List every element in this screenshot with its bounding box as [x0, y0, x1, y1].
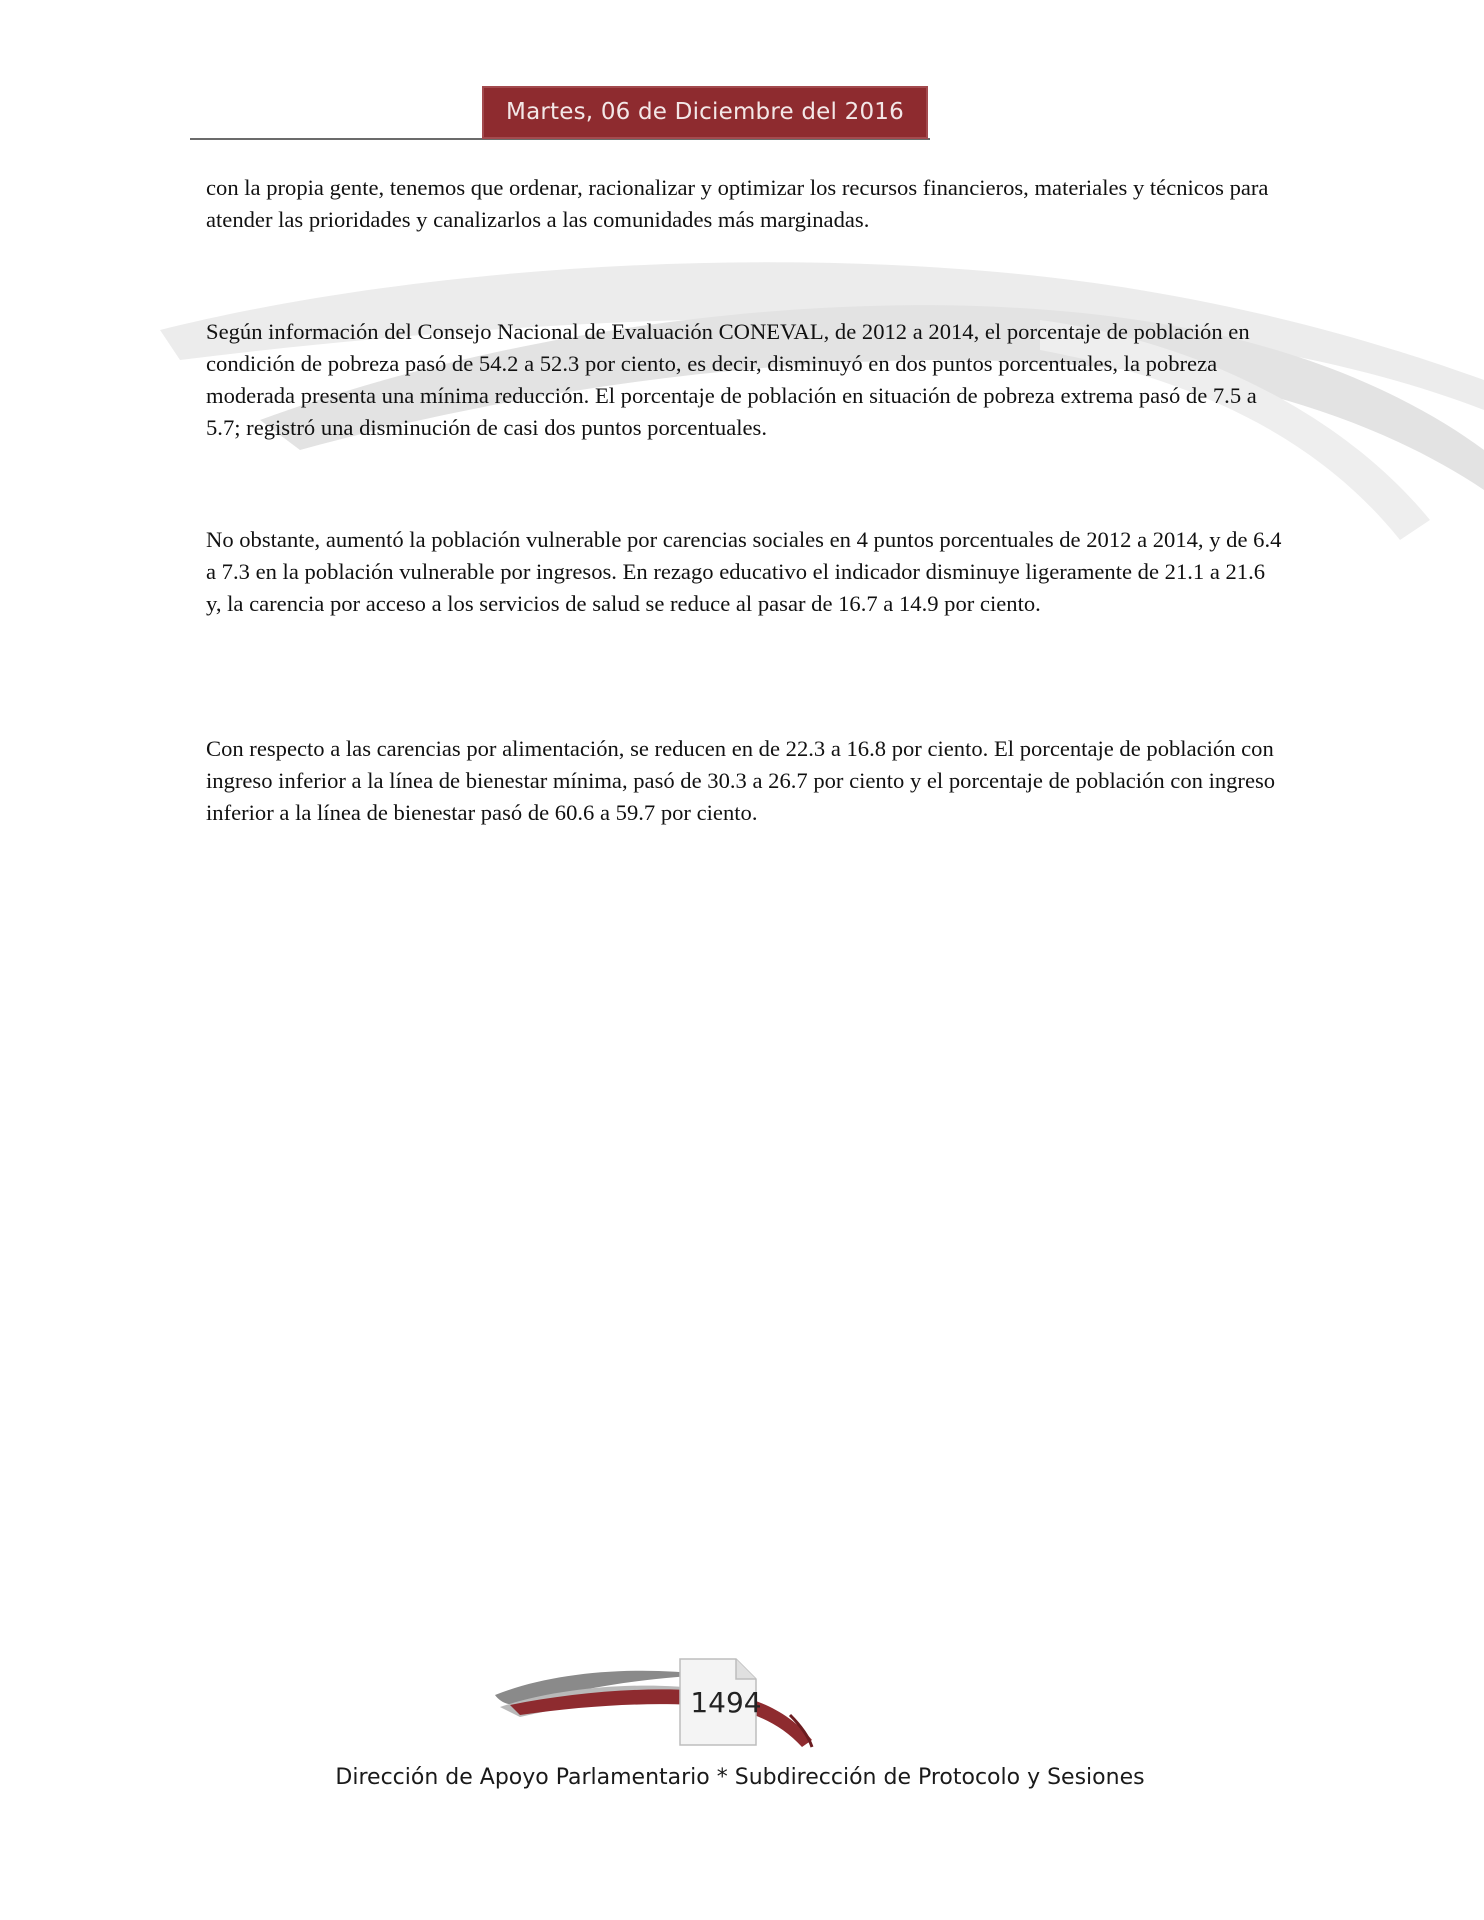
paragraph-1: con la propia gente, tenemos que ordenar, racionalizar y optimizar los recursos financieros, materiales y técnicos para atender las prioridades y canalizarlos a las comunidades más marginadas.: [206, 175, 1269, 232]
paragraph-2: Según información del Consejo Nacional de Evaluación CONEVAL, de 2012 a 2014, el porcentaje de población en condición de pobreza pasó de 54.2 a 52.3 por ciento, es decir, disminuyó en dos puntos porcentuales, la pobreza moderada presenta una mínima reducción. El porcentaje de población en situación de pobreza extrema pasó de 7.5 a 5.7; registró una disminución de casi dos puntos porcentuales.: [206, 319, 1257, 440]
footer-department-text: Dirección de Apoyo Parlamentario * Subdirección de Protocolo y Sesiones: [335, 1765, 1145, 1790]
header-date-banner: Martes, 06 de Diciembre del 2016: [482, 86, 928, 139]
page-number: 1494: [690, 1686, 762, 1719]
paragraph-3: No obstante, aumentó la población vulnerable por carencias sociales en 4 puntos porcentuales de 2012 a 2014, y de 6.4 a 7.3 en la población vulnerable por ingresos. En rezago educativo el indicador disminuye ligeramente de 21.1 a 21.6 y, la carencia por acceso a los servicios de salud se reduce al pasar de 16.7 a 14.9 por ciento.: [206, 527, 1282, 616]
paragraph-4: Con respecto a las carencias por alimentación, se reducen en de 22.3 a 16.8 por ciento. El porcentaje de población con ingreso inferior a la línea de bienestar mínima, pasó de 30.3 a 26.7 por ciento y el porcentaje de población con ingreso inferior a la línea de bienestar pasó de 60.6 a 59.7 por ciento.: [206, 736, 1276, 825]
